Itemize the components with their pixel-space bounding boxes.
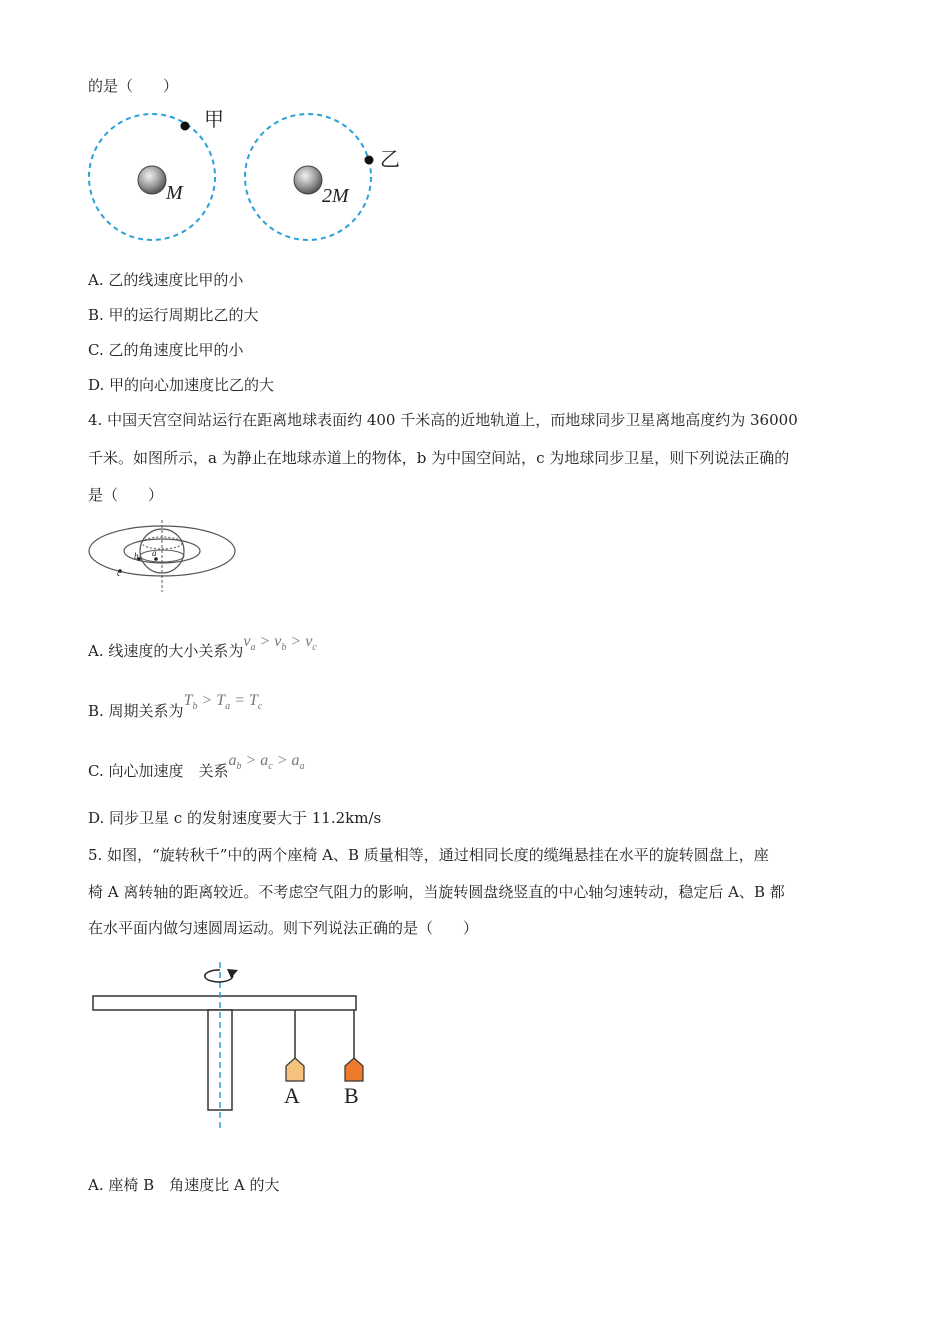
q4-option-c [88,752,305,788]
q5-stem-line2: 椅 A 离转轴的距离较近。不考虑空气阻力的影响，当旋转圆盘绕竖直的中心轴匀速转动，稳定后 A、B 都 [88,883,785,901]
q5-stem-line3: 在水平面内做匀速圆周运动。则下列说法正确的是（ ） [88,919,479,937]
label-mass-M: M [166,182,183,204]
q4-option-b-text: B. 周期关系为 [88,702,184,720]
rotating-swing-figure [86,960,376,1130]
label-jia: 甲 [204,109,224,131]
q4-option-a-formula: $v_a > v_b > v_c$ [243,633,317,654]
label-seat-A: A [284,1083,300,1108]
q4-option-d: D. 同步卫星 c 的发射速度要大于 11.2km/s [88,809,382,827]
label-b: b [134,551,139,561]
q3-option-d: D. 甲的向心加速度比乙的大 [88,376,275,394]
label-yi: 乙 [380,149,400,171]
q4-option-a [88,633,317,668]
label-c: c [117,568,121,578]
q4-option-a-text: A. 线速度的大小关系为 [88,642,244,660]
earth-orbit-figure [86,518,242,594]
planet-M [138,166,166,194]
q5-stem-line1: 5. 如图，“旋转秋千”中的两个座椅 A、B 质量相等，通过相同长度的缆绳悬挂在水平的旋转圆盘上，座 [88,846,769,864]
q4-option-c-formula: $a_b > a_c > a_a$ [228,752,305,773]
q4-stem-line1: 4. 中国天宫空间站运行在距离地球表面约 400 千米高的近地轨道上，而地球同步卫星离地高度约为 36000 [88,411,798,429]
q3-stem-tail: 的是（ ） [88,77,179,95]
q3-option-c: C. 乙的角速度比甲的小 [88,341,244,359]
label-mass-2M: 2M [322,185,349,207]
q4-option-c-text: C. 向心加速度 关系 [88,762,229,780]
satellite-yi [365,156,374,165]
q5-option-a: A. 座椅 B 角速度比 A 的大 [88,1176,280,1194]
label-a: a [152,548,157,558]
planet-2M [294,166,322,194]
rotating-disk [93,996,356,1010]
q4-stem-line3: 是（ ） [88,486,164,504]
seat-B [345,1058,363,1081]
seat-A [286,1058,304,1081]
q3-option-b: B. 甲的运行周期比乙的大 [88,306,259,324]
q4-stem-line2: 千米。如图所示，a 为静止在地球赤道上的物体，b 为中国空间站，c 为地球同步卫星，则下列说法正确的 [88,449,790,467]
satellite-jia [181,122,190,131]
label-seat-B: B [344,1083,359,1108]
orbit-figure [86,100,406,250]
q4-option-b-formula: $T_b > T_a = T_c$ [183,692,263,713]
q3-option-a: A. 乙的线速度比甲的小 [88,271,244,289]
q4-option-b [88,692,263,728]
